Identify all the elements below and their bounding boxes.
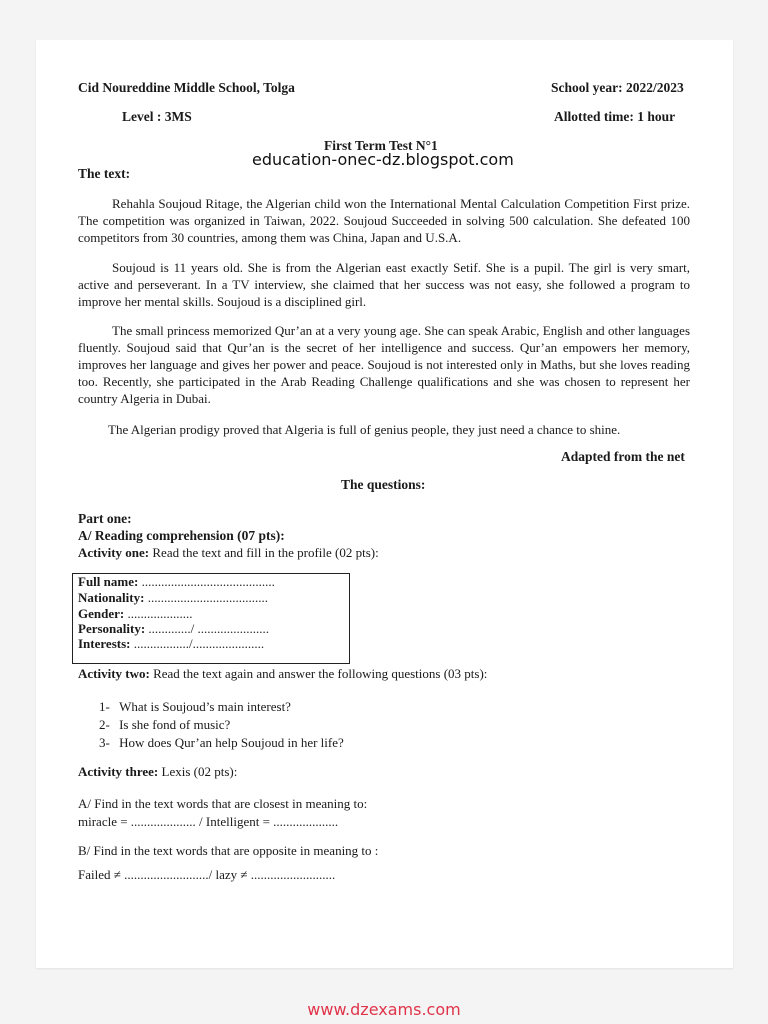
activity-two-text: Read the text again and answer the following questions (03 pts): <box>149 666 488 681</box>
profile-gender[interactable]: Gender: .................... <box>78 606 193 621</box>
activity-three-label: Activity three: <box>78 764 159 779</box>
test-title: First Term Test N°1 <box>324 138 438 153</box>
questions-title: The questions: <box>341 477 426 492</box>
text-paragraph-4: The Algerian prodigy proved that Algeria is full of genius people, they just need a chance to shine. <box>108 422 621 437</box>
profile-personality[interactable]: Personality: ............./ ...................... <box>78 621 270 636</box>
activity-one-text: Read the text and fill in the profile (02 pts): <box>149 545 379 560</box>
lexis-b-answer-line[interactable]: Failed ≠ ........................../ lazy ≠ .......................... <box>78 867 336 882</box>
question-item: 3- How does Qur’an help Soujoud in her life? <box>99 735 344 750</box>
lexis-b-instruction: B/ Find in the text words that are opposite in meaning to : <box>78 843 379 858</box>
school-year: School year: 2022/2023 <box>551 80 684 95</box>
level-label: Level : 3MS <box>122 109 192 124</box>
reading-comprehension-heading: A/ Reading comprehension (07 pts): <box>78 528 285 543</box>
text-paragraph-3: The small princess memorized Qur’an at a very young age. She can speak Arabic, English and other languages fluently. Soujoud said that Qur’an is the secret of her intelligence and success. Qur’an empowers her memory, improves her language and gives her power and peace. Soujoud is not interested only in Maths, but she loves reading too. Recently, she participated in the Arab Reading Challenge qualifications and she was chosen to represent her country Algeria in Dubai. <box>78 323 690 406</box>
activity-two <box>78 666 487 682</box>
activity-three-text: Lexis (02 pts): <box>158 764 238 779</box>
text-paragraph-2: Soujoud is 11 years old. She is from the Algerian east exactly Setif. She is a pupil. The girl is very smart, active and perseverant. In a TV interview, she claimed that her success was not easy, she followed a program to improve her mental skills. Soujoud is a disciplined girl. <box>78 260 690 309</box>
activity-one-label: Activity one: <box>78 545 150 560</box>
activity-three <box>78 764 237 780</box>
profile-box <box>72 573 350 664</box>
profile-interests[interactable]: Interests: ................./...................... <box>78 636 265 651</box>
lexis-a-instruction: A/ Find in the text words that are closest in meaning to: <box>78 796 368 811</box>
question-item: 2- Is she fond of music? <box>99 717 231 732</box>
text-heading: The text: <box>78 166 131 181</box>
profile-full-name[interactable]: Full name: ......................................... <box>78 574 275 589</box>
part-one-label: Part one: <box>78 511 132 526</box>
footer-site-link[interactable]: www.dzexams.com <box>307 1000 461 1019</box>
watermark-url: education-onec-dz.blogspot.com <box>252 150 514 169</box>
lexis-a-answer-line[interactable]: miracle = .................... / Intelligent = .................... <box>78 814 339 829</box>
profile-nationality[interactable]: Nationality: ..................................... <box>78 590 268 605</box>
text-paragraph-1: Rehahla Soujoud Ritage, the Algerian child won the International Mental Calculation Competition First prize. The competition was organized in Taiwan, 2022. Soujoud Succeeded in solving 500 calculation. She defeated 100 competitors from 30 countries, among them was China, Japan and U.S.A. <box>78 196 690 245</box>
allotted-time: Allotted time: 1 hour <box>554 109 676 124</box>
source-note: Adapted from the net <box>561 449 685 464</box>
activity-one <box>78 545 379 561</box>
activity-two-label: Activity two: <box>78 666 150 681</box>
school-name: Cid Noureddine Middle School, Tolga <box>78 80 295 95</box>
question-item: 1- What is Soujoud’s main interest? <box>99 699 291 714</box>
